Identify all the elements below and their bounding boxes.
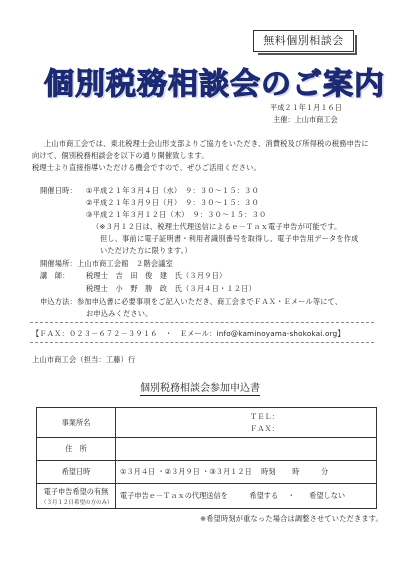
business-name-label: 事業所名 <box>37 408 116 438</box>
schedule-note-2: 但し、事前に電子証明書・利用者識別番号を取得し、電子申告用データを作成 <box>100 234 359 243</box>
form-row-business <box>37 408 377 438</box>
contact-info: 【ＦＡＸ：０２３－６７２－３９１６ ・ Ｅメール：info@kaminoyama-shokokai.org】 <box>32 329 345 338</box>
intro-line-3: 税理士より直接指導いただける機会ですので、ぜひご活用ください。 <box>32 163 261 172</box>
form-row-etax <box>37 484 377 509</box>
lecturer-2: 税理士 小 野 勝 政 氏（３月４日・１２日） <box>86 284 256 293</box>
form-footnote: ※希望時刻が重なった場合は調整させていただきます。 <box>200 514 383 523</box>
address-field[interactable] <box>116 438 377 461</box>
issue-date: 平成２１年１月１６日 <box>270 103 342 112</box>
divider-bottom <box>30 342 374 343</box>
form-row-date <box>37 461 377 484</box>
contact-person: 上山市商工会（担当：工藤）行 <box>32 355 136 364</box>
schedule-note-1: （※３月１２日は、税理士代理送信によるｅ－Ｔａｘ電子申告が可能です。 <box>92 222 342 231</box>
etax-label-text: 電子申告希望の有無 <box>43 486 109 496</box>
lecturer-1: 税理士 吉 田 俊 建 氏（３月９日） <box>86 271 227 280</box>
schedule-label: 開催日時： <box>40 186 77 195</box>
apply-line-1: 申込方法：参加申込書に必要事項をご記入いただき、商工会までＦＡＸ・Ｅメール等にて、 <box>40 297 343 306</box>
schedule-date-3: ③平成２１年３月１２日（木） ９：３０～１５：３０ <box>86 210 267 219</box>
tel-label: ＴＥＬ： <box>250 411 279 421</box>
preferred-date-label: 希望日時 <box>37 461 116 484</box>
venue: 開催場所：上山市商工会館 ２階会議室 <box>40 259 173 268</box>
apply-line-2: お申込みください。 <box>86 309 153 318</box>
address-label: 住 所 <box>37 438 116 461</box>
free-consultation-badge: 無料個別相談会 <box>253 30 354 52</box>
form-row-address <box>37 438 377 461</box>
schedule-date-1: ①平成２１年３月４日（水） ９：３０～１５：３０ <box>86 186 259 195</box>
schedule-date-2: ②平成２１年３月９日（月） ９：３０～１５：３０ <box>86 198 259 207</box>
application-form <box>36 407 377 509</box>
business-name-field[interactable] <box>116 408 377 438</box>
intro-line-1: 上山市商工会では、東北税理士会山形支部よりご協力をいただき、消費税及び所得税の税務申告に <box>44 139 369 148</box>
etax-field[interactable]: 電子申告ｅ－Ｔａｘの代理送信を 希望する ・ 希望しない <box>116 484 377 509</box>
intro-line-2: 向けて、個別税務相談会を以下の通り開催致します。 <box>32 151 209 160</box>
divider-top <box>30 322 374 323</box>
form-title <box>0 379 400 394</box>
etax-sublabel: （３月１２日希望の方のみ） <box>41 499 113 506</box>
etax-label <box>37 484 116 509</box>
form-title-text: 個別税務相談会参加申込書 <box>140 383 260 394</box>
organizer: 主催：上山市商工会 <box>273 115 338 124</box>
fax-label: ＦＡＸ： <box>250 423 279 433</box>
preferred-date-field[interactable]: ①３月４日 ・②３月９日 ・③３月１２日 時刻 時 分 <box>116 461 377 484</box>
schedule-note-3: いただけた方に限ります。） <box>100 246 192 255</box>
lecturer-label: 講 師： <box>40 271 70 280</box>
page-title: 個別税務相談会のご案内 <box>44 67 385 102</box>
